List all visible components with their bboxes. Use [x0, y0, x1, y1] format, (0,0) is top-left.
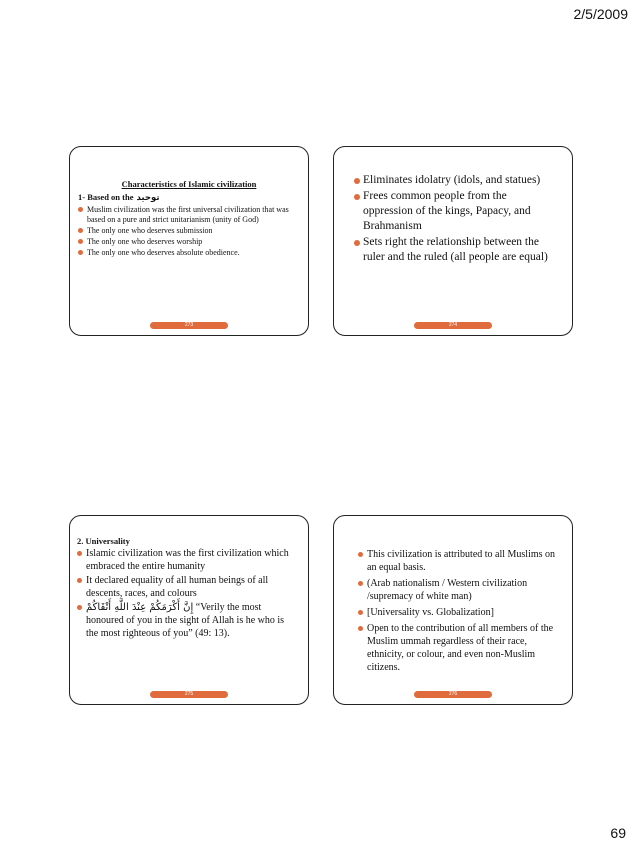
- list-item-text: (Arab nationalism / Western civilization /supremacy of white man): [367, 578, 528, 602]
- slide-273: [69, 146, 309, 336]
- list-item: [77, 601, 298, 640]
- list-item: [77, 574, 298, 600]
- bullet-icon: [78, 250, 83, 255]
- list-item-text: Open to the contribution of all members of the Muslim ummah regardless of their race, ethnicity, or colour, and even non-Muslim citizens.: [367, 623, 554, 673]
- list-item-text: The only one who deserves submission: [87, 225, 213, 235]
- list-item-text: [Universality vs. Globalization]: [367, 607, 494, 618]
- list-item-text: Muslim civilization was the first universal civilization that was based on a pure and strict unitarianism (unity of God): [87, 205, 289, 224]
- list-item: [77, 547, 298, 573]
- slide-title: Characteristics of Islamic civilization: [121, 179, 257, 189]
- slide-275: [69, 515, 309, 705]
- bullet-icon: [358, 610, 363, 615]
- list-item: [78, 248, 300, 258]
- bullet-icon: [354, 240, 360, 246]
- bullet-icon: [78, 228, 83, 233]
- bullet-icon: [77, 551, 82, 556]
- bullet-icon: [78, 207, 83, 212]
- subheading-text: 1- Based on the: [78, 192, 134, 202]
- page-number: 69: [610, 825, 626, 841]
- slide-number: 273: [150, 322, 228, 329]
- slide-276: [333, 515, 573, 705]
- list-item: [78, 237, 300, 247]
- subheading-arabic: توحيد: [136, 193, 160, 203]
- bullet-list: [358, 548, 560, 674]
- list-item: [358, 577, 560, 603]
- slide-subheading: 2. Universality: [77, 536, 130, 546]
- list-item-text: This civilization is attributed to all Muslims on an equal basis.: [367, 549, 556, 573]
- quote-arabic: إِنَّ أَكْرَمَكُمْ عِنْدَ اللَّهِ أَتْقَاكُمْ: [86, 602, 194, 613]
- header-date: 2/5/2009: [573, 6, 628, 22]
- bullet-list: [354, 173, 558, 265]
- list-item-text: It declared equality of all human beings of all descents, races, and colours: [86, 575, 269, 599]
- list-item-text: The only one who deserves absolute obedience.: [87, 247, 240, 257]
- bullet-icon: [77, 578, 82, 583]
- bullet-icon: [358, 552, 363, 557]
- bullet-icon: [358, 581, 363, 586]
- bullet-list: [77, 547, 298, 640]
- list-item: [358, 548, 560, 574]
- list-item: [354, 189, 558, 234]
- list-item: [358, 622, 560, 674]
- bullet-icon: [78, 239, 83, 244]
- bullet-icon: [354, 178, 360, 184]
- slide-number: 274: [414, 322, 492, 329]
- list-item: [78, 226, 300, 236]
- bullet-icon: [354, 194, 360, 200]
- list-item-text: The only one who deserves worship: [87, 236, 203, 246]
- quote-english: “Verily the most honoured of you in the sight of Allah is he who is the most righteous of you” (49: 13).: [86, 602, 285, 639]
- slide-number: 276: [414, 691, 492, 698]
- bullet-list: [78, 205, 300, 257]
- bullet-icon: [77, 605, 82, 610]
- slide-subheading: [78, 192, 300, 203]
- list-item-text: Islamic civilization was the first civilization which embraced the entire humanity: [86, 548, 289, 572]
- slide-number: 275: [150, 691, 228, 698]
- list-item: [354, 235, 558, 265]
- list-item: [358, 606, 560, 619]
- list-item: [354, 173, 558, 188]
- list-item-text: Frees common people from the oppression of the kings, Papacy, and Brahmanism: [363, 190, 531, 232]
- list-item-text: Eliminates idolatry (idols, and statues): [363, 174, 541, 186]
- list-item-text: Sets right the relationship between the ruler and the ruled (all people are equal): [363, 236, 548, 263]
- list-item: [78, 205, 300, 224]
- bullet-icon: [358, 626, 363, 631]
- slide-274: [333, 146, 573, 336]
